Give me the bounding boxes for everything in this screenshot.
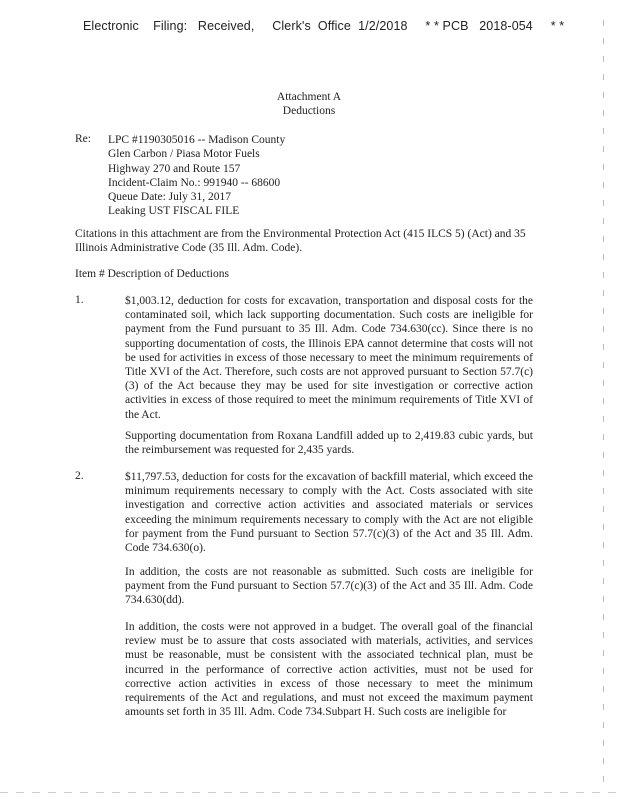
re-block (108, 133, 285, 219)
item-paragraph: $11,797.53, deduction for costs for the excavation of backfill material, which exceed the minimum requirements necessary to comply with the Act. Costs associated with site investigation and corrective action activities and associated materials or services exceeding the minimum requirements necessary to comply with the Act are not eligible for payment from the Fund pursuant to Section 57.7(c)(3) of the Act and 35 Ill. Adm. Code 734.630(o). (125, 471, 533, 555)
re-line-lpc: LPC #1190305016 -- Madison County (108, 134, 286, 146)
re-line-queue-date: Queue Date: July 31, 2017 (108, 191, 231, 204)
item-paragraph: $1,003.12, deduction for costs for excavation, transportation and disposal costs for the contaminated soil, which lack supporting documentation. Such costs are ineligible for payment from the Fund pursuant to 35 Ill. Adm. Code 734.630(cc). Since there is no supporting documentation of costs, the Illinois EPA cannot determine that costs will not be used for activities in excess of those necessary to meet the minimum requirements of Title XVI of the Act. Therefore, such costs are not approved pursuant to Section 57.7(c)(3) of the Act because they may be used for site investigation or corrective action activities in excess of those required to meet the minimum requirements of Title XVI of the Act. (125, 295, 533, 421)
re-line-file: Leaking UST FISCAL FILE (108, 205, 240, 218)
attachment-subtitle: Deductions (282, 105, 336, 117)
re-line-incident: Incident-Claim No.: 991940 -- 68600 (108, 176, 281, 189)
re-label: Re: (75, 133, 91, 145)
item-number: 2. (75, 470, 84, 482)
filing-stamp: Electronic Filing: Received, Clerk's Office 1/2/2018 * * PCB 2018-054 * * (83, 19, 565, 33)
items-header: Item # Description of Deductions (75, 268, 229, 280)
item-number: 1. (75, 294, 84, 306)
item-paragraph: Supporting documentation from Roxana Landfill added up to 2,419.83 cubic yards, but the reimbursement was requested for 2,435 yards. (125, 430, 533, 457)
attachment-title: Attachment A (276, 91, 342, 103)
re-line-location: Highway 270 and Route 157 (108, 162, 241, 175)
citations-intro: Citations in this attachment are from the Environmental Protection Act (415 ILCS 5) (Act) and 35 Illinois Administrative Code (35 Ill. Adm. Code). (75, 228, 526, 255)
scan-edge-bottom (0, 792, 618, 793)
item-paragraph: In addition, the costs were not approved in a budget. The overall goal of the financial review must be to assure that costs associated with materials, activities, and services must be reasonable, must be consistent with the associated technical plan, must be incurred in the performance of corrective action activities, must not be used for corrective action activities in excess of those necessary to meet the minimum requirements of the Act and regulations, and must not exceed the maximum payment amounts set forth in 35 Ill. Adm. Code 734.Subpart H. Such costs are ineligible for (125, 621, 533, 719)
item-paragraph: In addition, the costs are not reasonable as submitted. Such costs are ineligible for payment from the Fund pursuant to Section 57.7(c)(3) of the Act and 35 Ill. Adm. Code 734.630(dd). (125, 566, 533, 607)
re-line-site: Glen Carbon / Piasa Motor Fuels (108, 148, 260, 161)
scan-edge-right (603, 20, 604, 790)
